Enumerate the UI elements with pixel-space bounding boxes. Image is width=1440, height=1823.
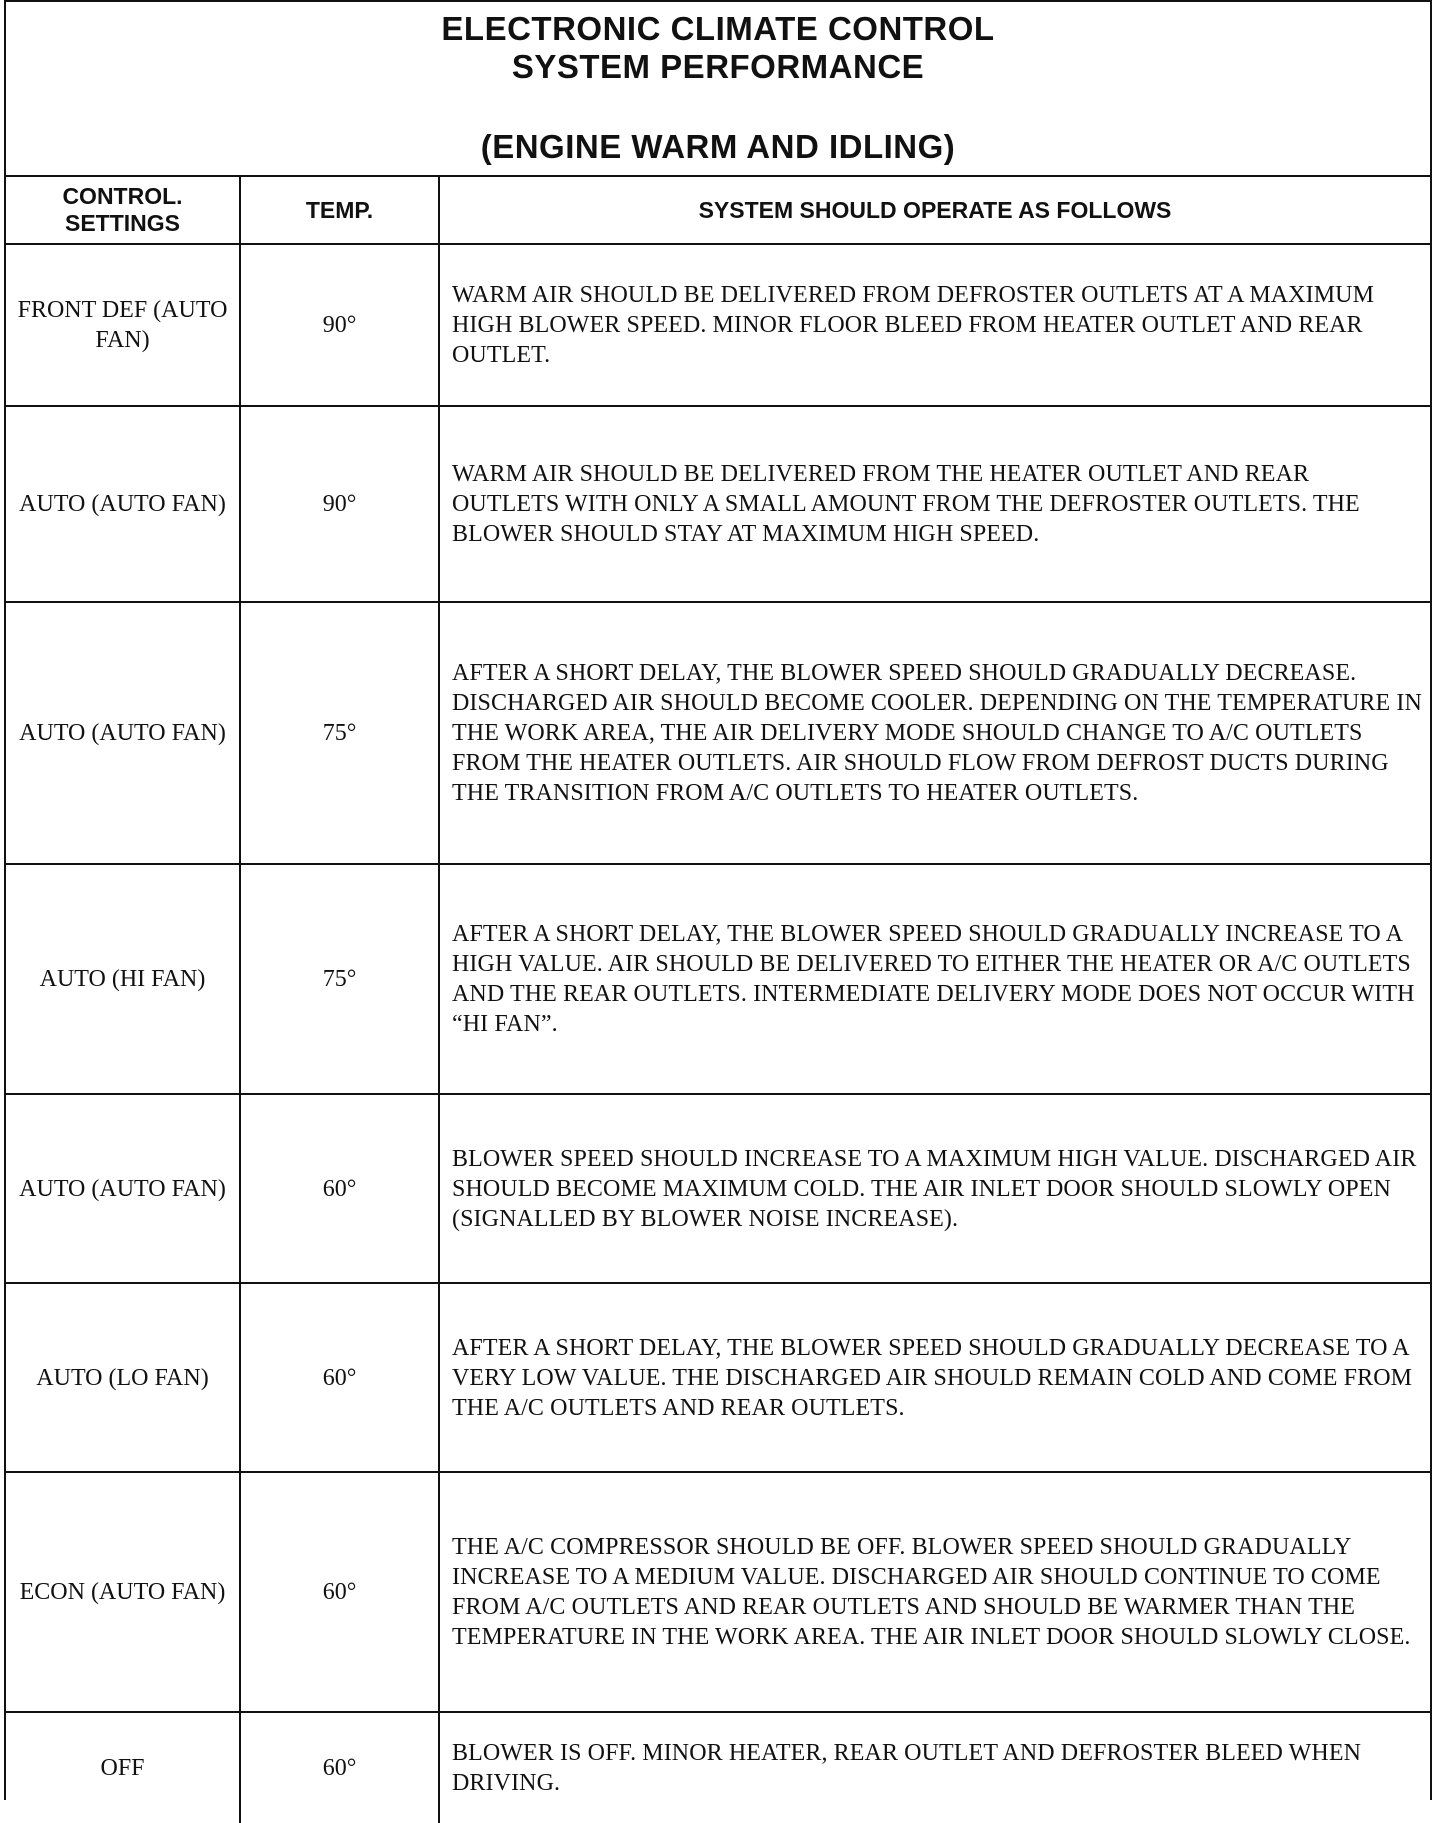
- control-setting-cell: AUTO (HI FAN): [6, 864, 240, 1094]
- header-control-settings: CONTROL. SETTINGS: [6, 177, 240, 244]
- table-row: [6, 864, 1430, 1094]
- table-row: [6, 602, 1430, 864]
- test-condition: (ENGINE WARM AND IDLING): [480, 128, 956, 165]
- performance-table: [6, 177, 1430, 1823]
- climate-control-performance-sheet: [4, 0, 1432, 1800]
- temp-cell: 90°: [240, 244, 439, 406]
- control-setting-cell: AUTO (LO FAN): [6, 1283, 240, 1472]
- document-title: ELECTRONIC CLIMATE CONTROL: [441, 10, 995, 47]
- operation-cell: BLOWER SPEED SHOULD INCREASE TO A MAXIMUM HIGH VALUE. DISCHARGED AIR SHOULD BECOME MAXIMUM COLD. THE AIR INLET DOOR SHOULD SLOWLY OPEN (SIGNALLED BY BLOWER NOISE INCREASE).: [439, 1094, 1430, 1283]
- document-subtitle: SYSTEM PERFORMANCE: [511, 48, 925, 85]
- temp-cell: 75°: [240, 602, 439, 864]
- operation-cell: AFTER A SHORT DELAY, THE BLOWER SPEED SHOULD GRADUALLY DECREASE TO A VERY LOW VALUE. THE DISCHARGED AIR SHOULD REMAIN COLD AND COME FROM THE A/C OUTLETS AND REAR OUTLETS.: [439, 1283, 1430, 1472]
- control-setting-cell: AUTO (AUTO FAN): [6, 602, 240, 864]
- temp-cell: 60°: [240, 1472, 439, 1712]
- temp-cell: 60°: [240, 1283, 439, 1472]
- table-row: [6, 1094, 1430, 1283]
- temp-cell: 75°: [240, 864, 439, 1094]
- table-row: [6, 406, 1430, 602]
- temp-cell: 60°: [240, 1094, 439, 1283]
- operation-cell: THE A/C COMPRESSOR SHOULD BE OFF. BLOWER SPEED SHOULD GRADUALLY INCREASE TO A MEDIUM VALUE. DISCHARGED AIR SHOULD CONTINUE TO COME FROM A/C OUTLETS AND REAR OUTLETS AND SHOULD BE WARMER THAN THE TEMPERATURE IN THE WORK AREA. THE AIR INLET DOOR SHOULD SLOWLY CLOSE.: [439, 1472, 1430, 1712]
- operation-cell: AFTER A SHORT DELAY, THE BLOWER SPEED SHOULD GRADUALLY INCREASE TO A HIGH VALUE. AIR SHOULD BE DELIVERED TO EITHER THE HEATER OR A/C OUTLETS AND THE REAR OUTLETS. INTERMEDIATE DELIVERY MODE DOES NOT OCCUR WITH “HI FAN”.: [439, 864, 1430, 1094]
- table-row: [6, 1472, 1430, 1712]
- table-row: [6, 244, 1430, 406]
- operation-cell: WARM AIR SHOULD BE DELIVERED FROM THE HEATER OUTLET AND REAR OUTLETS WITH ONLY A SMALL AMOUNT FROM THE DEFROSTER OUTLETS. THE BLOWER SHOULD STAY AT MAXIMUM HIGH SPEED.: [439, 406, 1430, 602]
- control-setting-cell: OFF: [6, 1712, 240, 1823]
- operation-cell: AFTER A SHORT DELAY, THE BLOWER SPEED SHOULD GRADUALLY DECREASE. DISCHARGED AIR SHOULD BECOME COOLER. DEPENDING ON THE TEMPERATURE IN THE WORK AREA, THE AIR DELIVERY MODE SHOULD CHANGE TO A/C OUTLETS FROM THE HEATER OUTLETS. AIR SHOULD FLOW FROM DEFROST DUCTS DURING THE TRANSITION FROM A/C OUTLETS TO HEATER OUTLETS.: [439, 602, 1430, 864]
- table-row: [6, 1283, 1430, 1472]
- table-row: [6, 1712, 1430, 1823]
- header-operation: SYSTEM SHOULD OPERATE AS FOLLOWS: [439, 177, 1430, 244]
- title-block: [6, 2, 1430, 177]
- control-setting-cell: FRONT DEF (AUTO FAN): [6, 244, 240, 406]
- temp-cell: 60°: [240, 1712, 439, 1823]
- table-header-row: [6, 177, 1430, 244]
- header-temp: TEMP.: [240, 177, 439, 244]
- operation-cell: BLOWER IS OFF. MINOR HEATER, REAR OUTLET AND DEFROSTER BLEED WHEN DRIVING.: [452, 1740, 1362, 1796]
- control-setting-cell: ECON (AUTO FAN): [6, 1472, 240, 1712]
- temp-cell: 90°: [240, 406, 439, 602]
- control-setting-cell: AUTO (AUTO FAN): [6, 1094, 240, 1283]
- control-setting-cell: AUTO (AUTO FAN): [6, 406, 240, 602]
- operation-cell: WARM AIR SHOULD BE DELIVERED FROM DEFROSTER OUTLETS AT A MAXIMUM HIGH BLOWER SPEED. MINOR FLOOR BLEED FROM HEATER OUTLET AND REAR OUTLET.: [439, 244, 1430, 406]
